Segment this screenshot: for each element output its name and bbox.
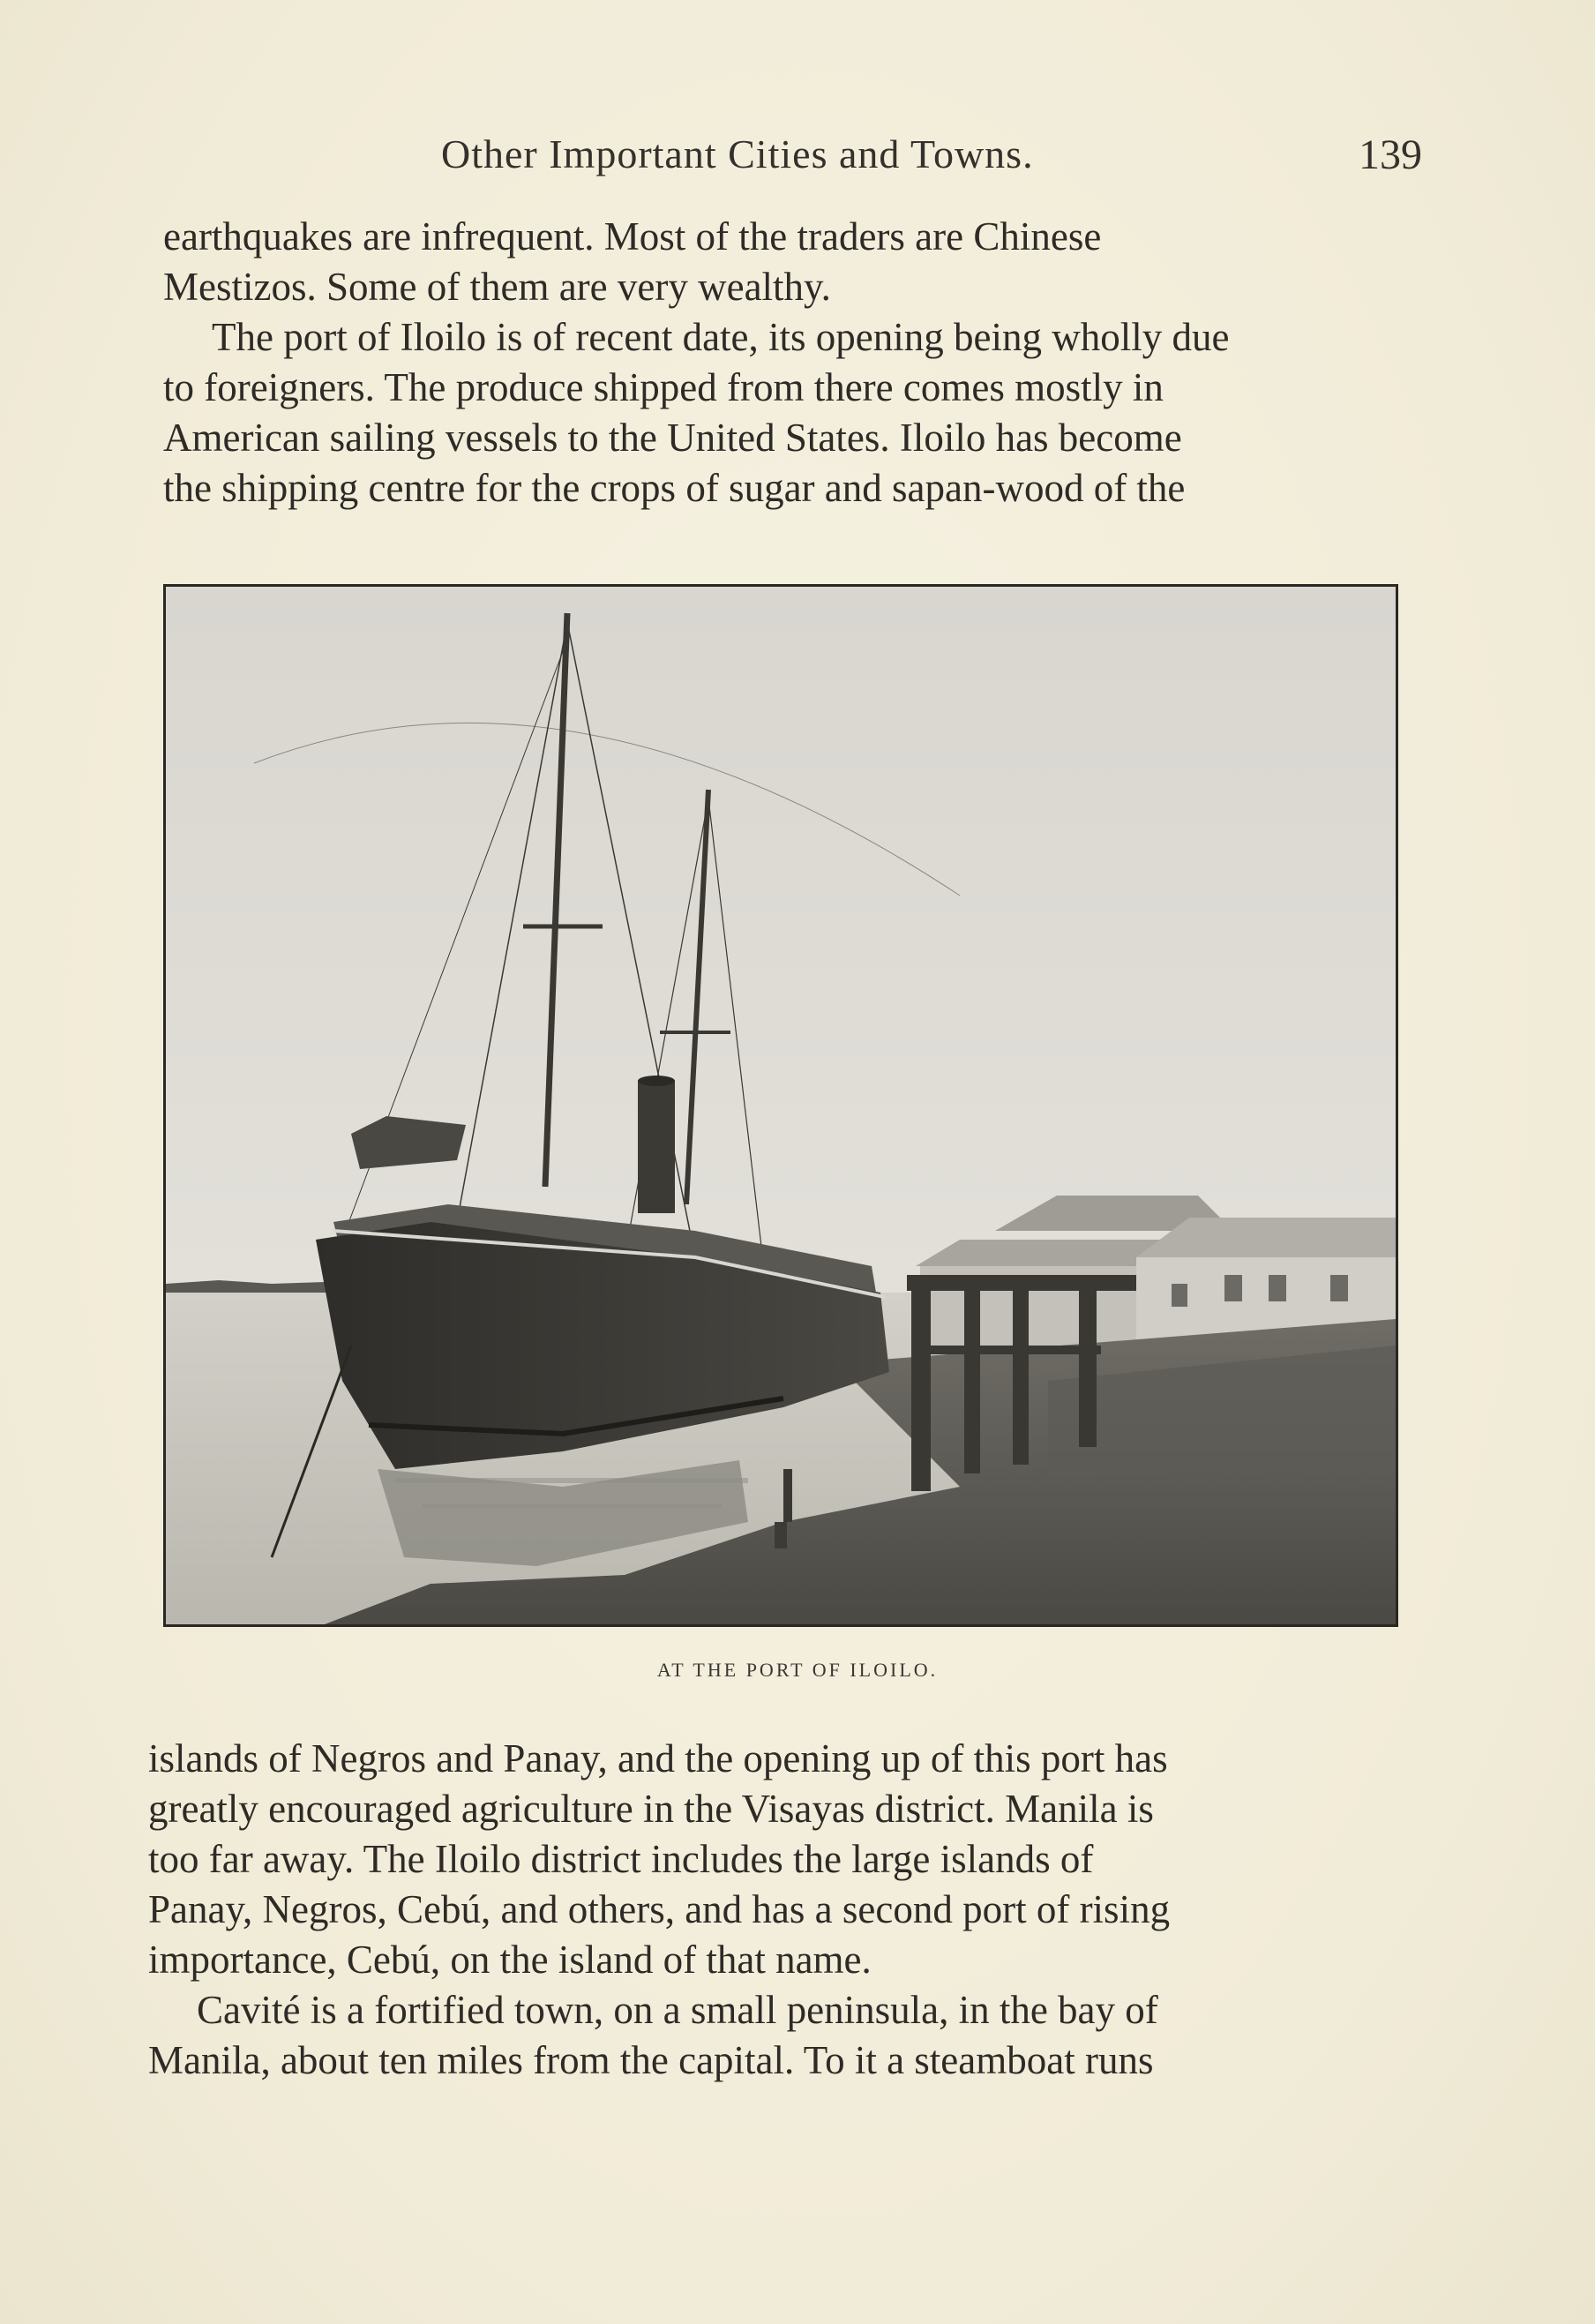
text-line: earthquakes are infrequent. Most of the traders are Chinese bbox=[163, 214, 1102, 259]
plate-caption: AT THE PORT OF ILOILO. bbox=[656, 1659, 939, 1681]
text-line: to foreigners. The produce shipped from there comes mostly in bbox=[163, 365, 1164, 409]
text-line: Mestizos. Some of them are very wealthy. bbox=[163, 265, 831, 309]
text-line: greatly encouraged agriculture in the Visayas district. Manila is bbox=[148, 1787, 1154, 1831]
text-line: the shipping centre for the crops of sugar and sapan-wood of the bbox=[163, 466, 1186, 510]
body-text-bottom bbox=[148, 1734, 1405, 2086]
photo-plate bbox=[163, 584, 1398, 1627]
steamship-photograph bbox=[166, 587, 1396, 1624]
text-line: Panay, Negros, Cebú, and others, and has a second port of rising bbox=[148, 1887, 1171, 1931]
text-line: too far away. The Iloilo district includes the large islands of bbox=[148, 1837, 1094, 1881]
body-text-top bbox=[163, 212, 1420, 514]
text-line: importance, Cebú, on the island of that name. bbox=[148, 1938, 872, 1982]
running-head: Other Important Cities and Towns. bbox=[441, 131, 1034, 176]
ship-funnel bbox=[638, 1081, 675, 1213]
text-line: American sailing vessels to the United States. Iloilo has become bbox=[163, 416, 1182, 460]
page-number: 139 bbox=[1359, 131, 1422, 178]
text-line: Cavité is a fortified town, on a small peninsula, in the bay of bbox=[197, 1988, 1158, 2032]
text-line: The port of Iloilo is of recent date, its opening being wholly due bbox=[212, 315, 1230, 359]
text-line: islands of Negros and Panay, and the opening up of this port has bbox=[148, 1736, 1168, 1780]
text-line: Manila, about ten miles from the capital. To it a steamboat runs bbox=[148, 2038, 1154, 2082]
